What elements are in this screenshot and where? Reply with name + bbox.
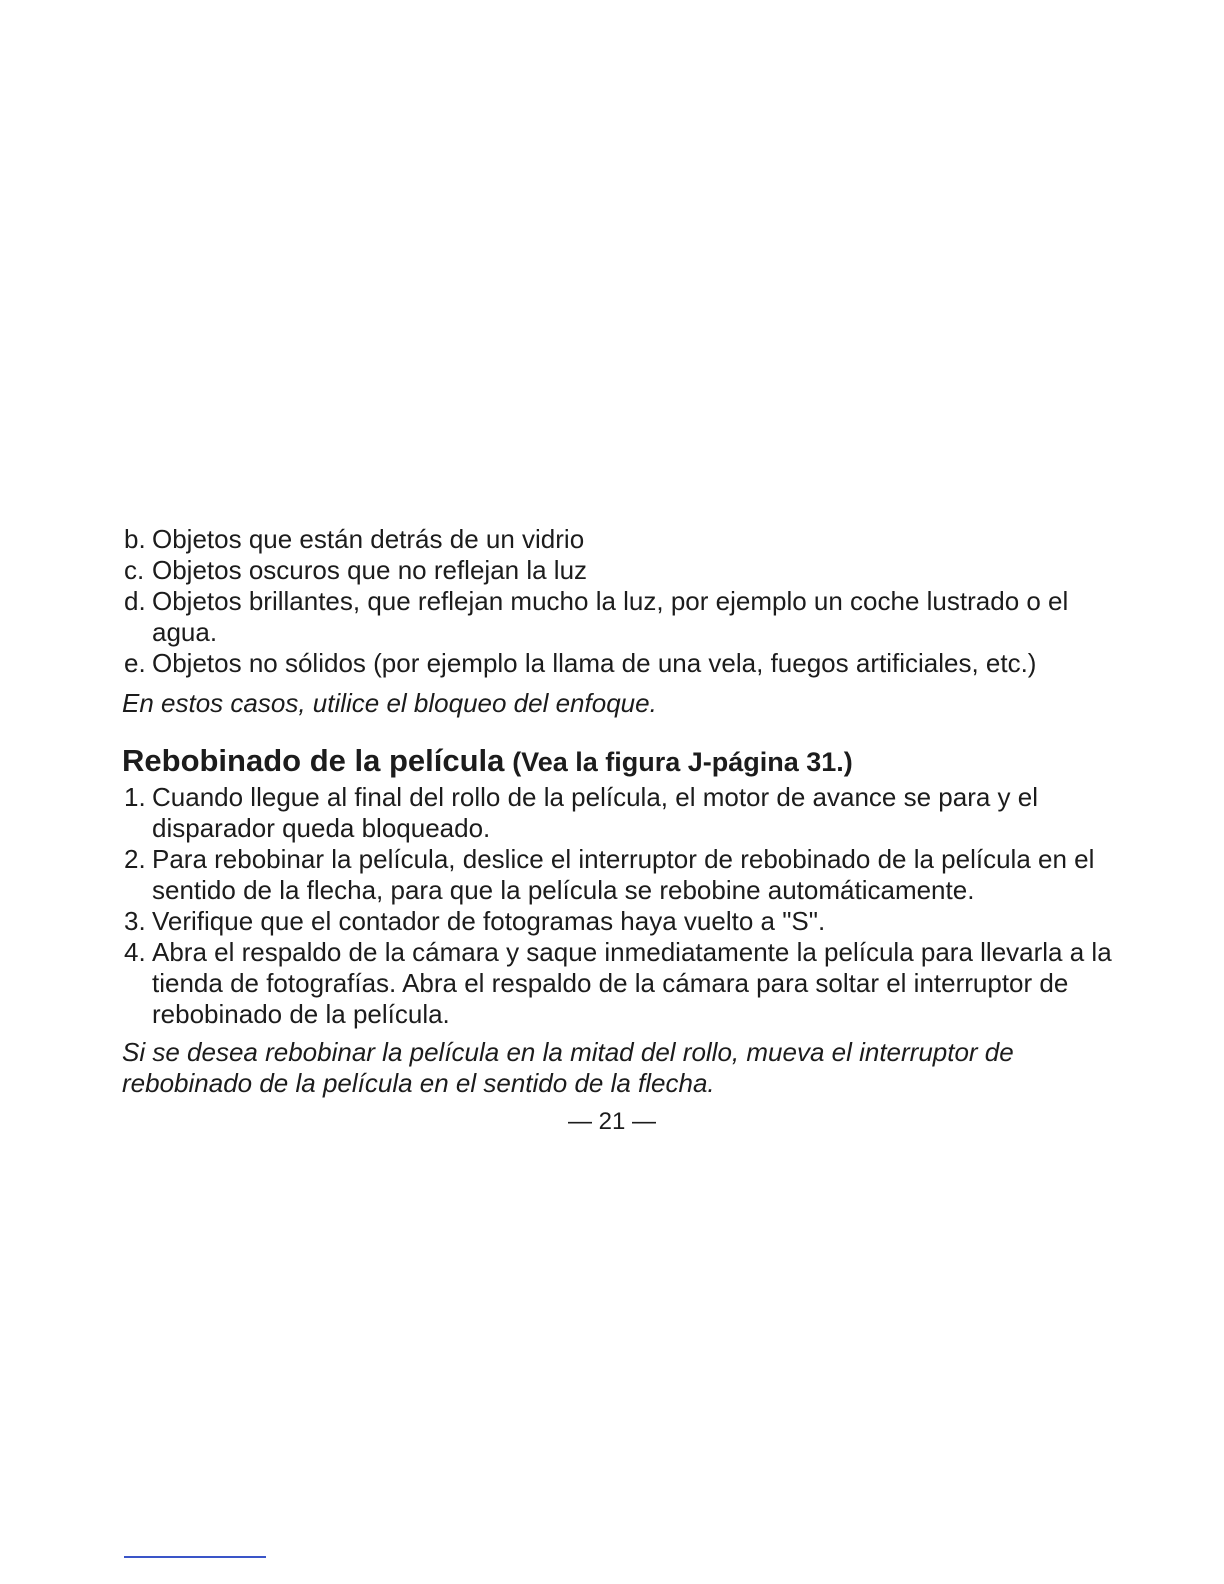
section-heading-title: Rebobinado de la película	[122, 743, 505, 778]
list-item-text: Abra el respaldo de la cámara y saque inmediatamente la película para llevarla a la tienda de fotografías. Abra el respaldo de la cámara para soltar el interruptor de rebobinado de la película.	[152, 937, 1112, 1029]
list-marker: b.	[124, 524, 146, 554]
list-item-text: Cuando llegue al final del rollo de la película, el motor de avance se para y el disparador queda bloqueado.	[152, 782, 1038, 843]
note-text: Si se desea rebobinar la película en la mitad del rollo, mueva el interruptor de rebobinado de la película en el sentido de la flecha.	[122, 1037, 1014, 1098]
list-marker: 2.	[124, 844, 146, 874]
note-text: En estos casos, utilice el bloqueo del enfoque.	[122, 688, 657, 718]
list-item-text: Objetos que están detrás de un vidrio	[152, 524, 585, 554]
list-item-text: Para rebobinar la película, deslice el interruptor de rebobinado de la película en el sentido de la flecha, para que la película se rebobine automáticamente.	[152, 844, 1095, 905]
film-rewind-section	[122, 744, 1122, 1030]
list-marker: c.	[124, 555, 145, 585]
list-item	[122, 937, 1122, 1030]
list-item	[122, 906, 1122, 937]
list-marker: e.	[124, 648, 146, 678]
footer-rule	[124, 1556, 266, 1558]
list-item	[122, 648, 1122, 679]
list-item	[122, 586, 1122, 648]
section-heading	[122, 744, 1122, 779]
list-item-text: Objetos brillantes, que reflejan mucho la luz, por ejemplo un coche lustrado o el agua.	[152, 586, 1069, 647]
section-heading-reference: (Vea la figura J-página 31.)	[512, 747, 853, 777]
list-marker: 3.	[124, 906, 146, 936]
page-number: — 21 —	[567, 1108, 657, 1135]
focus-lock-note	[122, 688, 1122, 719]
list-marker: 1.	[124, 782, 146, 812]
list-item	[122, 844, 1122, 906]
difficult-subjects-list	[122, 524, 1122, 679]
list-item	[122, 782, 1122, 844]
list-item	[122, 524, 1122, 555]
list-marker: d.	[124, 586, 146, 616]
list-item-text: Objetos oscuros que no reflejan la luz	[152, 555, 588, 585]
list-item	[122, 555, 1122, 586]
mid-roll-rewind-note	[122, 1037, 1122, 1099]
list-item-text: Objetos no sólidos (por ejemplo la llama de una vela, fuegos artificiales, etc.)	[152, 648, 1037, 678]
list-item-text: Verifique que el contador de fotogramas haya vuelto a "S".	[152, 906, 826, 936]
list-marker: 4.	[124, 937, 146, 967]
